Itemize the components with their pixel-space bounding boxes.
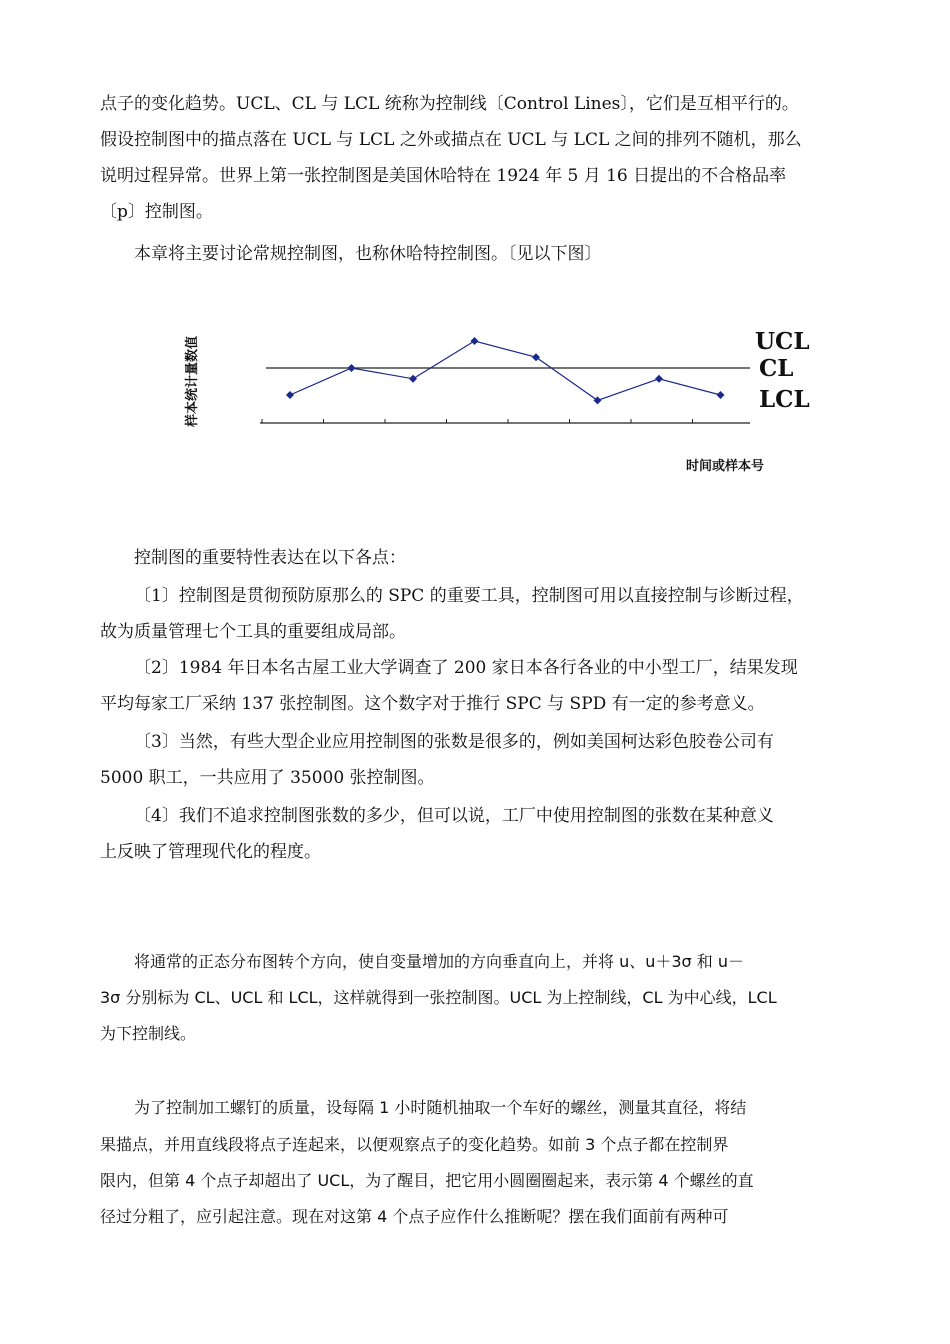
feature-1-line1: 〔1〕控制图是贯彻预防原那么的 SPC 的重要工具，控制图可用以直接控制与诊断过程， <box>134 586 804 606</box>
data-point-7 <box>655 375 663 383</box>
para1-line3: 说明过程异常。世界上第一张控制图是美国休哈特在 1924 年 5 月 16 日提出的不合格品率 <box>100 166 787 186</box>
ucl-label: UCL <box>755 328 810 355</box>
x-axis-label: 时间或样本号 <box>686 459 765 474</box>
series-line <box>290 341 721 400</box>
feature-1-line2: 故为质量管理七个工具的重要组成局部。 <box>100 622 406 642</box>
x-axis-ticks <box>262 419 693 423</box>
lcl-label: LCL <box>759 386 810 413</box>
para1-line2: 假设控制图中的描点落在 UCL 与 LCL 之外或描点在 UCL 与 LCL 之间的排列不随机，那么 <box>100 130 802 150</box>
para4-line4: 径过分粗了，应引起注意。现在对这第 4 个点子应作什么推断呢？摆在我们面前有两种可 <box>100 1207 729 1226</box>
control-chart <box>170 315 830 485</box>
para3-line1: 将通常的正态分布图转个方向，使自变量增加的方向垂直向上，并将 u、u＋3σ 和 u－ <box>134 952 745 971</box>
para4-line1: 为了控制加工螺钉的质量，设每隔 1 小时随机抽取一个车好的螺丝，测量其直径，将结 <box>134 1098 747 1117</box>
data-point-1 <box>286 391 294 399</box>
para1-line1: 点子的变化趋势。UCL、CL 与 LCL 统称为控制线〔Control Lines〕，它们是互相平行的。 <box>100 94 799 114</box>
feature-2-line2: 平均每家工厂采纳 137 张控制图。这个数字对于推行 SPC 与 SPD 有一定的参考意义。 <box>100 694 765 714</box>
y-axis-label: 样本统计量数值 <box>185 335 200 427</box>
feature-3-line1: 〔3〕当然，有些大型企业应用控制图的张数是很多的，例如美国柯达彩色胶卷公司有 <box>134 732 774 752</box>
para3-line3: 为下控制线。 <box>100 1024 197 1043</box>
data-points <box>286 337 725 404</box>
data-point-5 <box>532 353 540 361</box>
feature-4-line1: 〔4〕我们不追求控制图张数的多少，但可以说，工厂中使用控制图的张数在某种意义 <box>134 806 774 826</box>
para2: 本章将主要讨论常规控制图，也称休哈特控制图。〔见以下图〕 <box>134 244 602 264</box>
para3-line2: 3σ 分别标为 CL、UCL 和 LCL，这样就得到一张控制图。UCL 为上控制线，CL 为中心线，LCL <box>100 988 777 1007</box>
data-point-2 <box>348 364 356 372</box>
data-point-4 <box>471 337 479 345</box>
feature-2-line1: 〔2〕1984 年日本名古屋工业大学调查了 200 家日本各行各业的中小型工厂，结果发现 <box>134 658 798 678</box>
feature-3-line2: 5000 职工，一共应用了 35000 张控制图。 <box>100 768 435 788</box>
para4-line2: 果描点，并用直线段将点子连起来，以便观察点子的变化趋势。如前 3 个点子都在控制界 <box>100 1135 729 1154</box>
data-point-3 <box>409 375 417 383</box>
data-point-6 <box>594 396 602 404</box>
data-point-8 <box>717 391 725 399</box>
para4-line3: 限内，但第 4 个点子却超出了 UCL，为了醒目，把它用小圆圈圈起来，表示第 4 个螺丝的直 <box>100 1171 754 1190</box>
cl-label: CL <box>759 355 794 382</box>
feature-4-line2: 上反映了管理现代化的程度。 <box>100 842 321 862</box>
para1-line4: 〔p〕控制图。 <box>100 202 213 222</box>
features-heading: 控制图的重要特性表达在以下各点： <box>134 548 406 568</box>
